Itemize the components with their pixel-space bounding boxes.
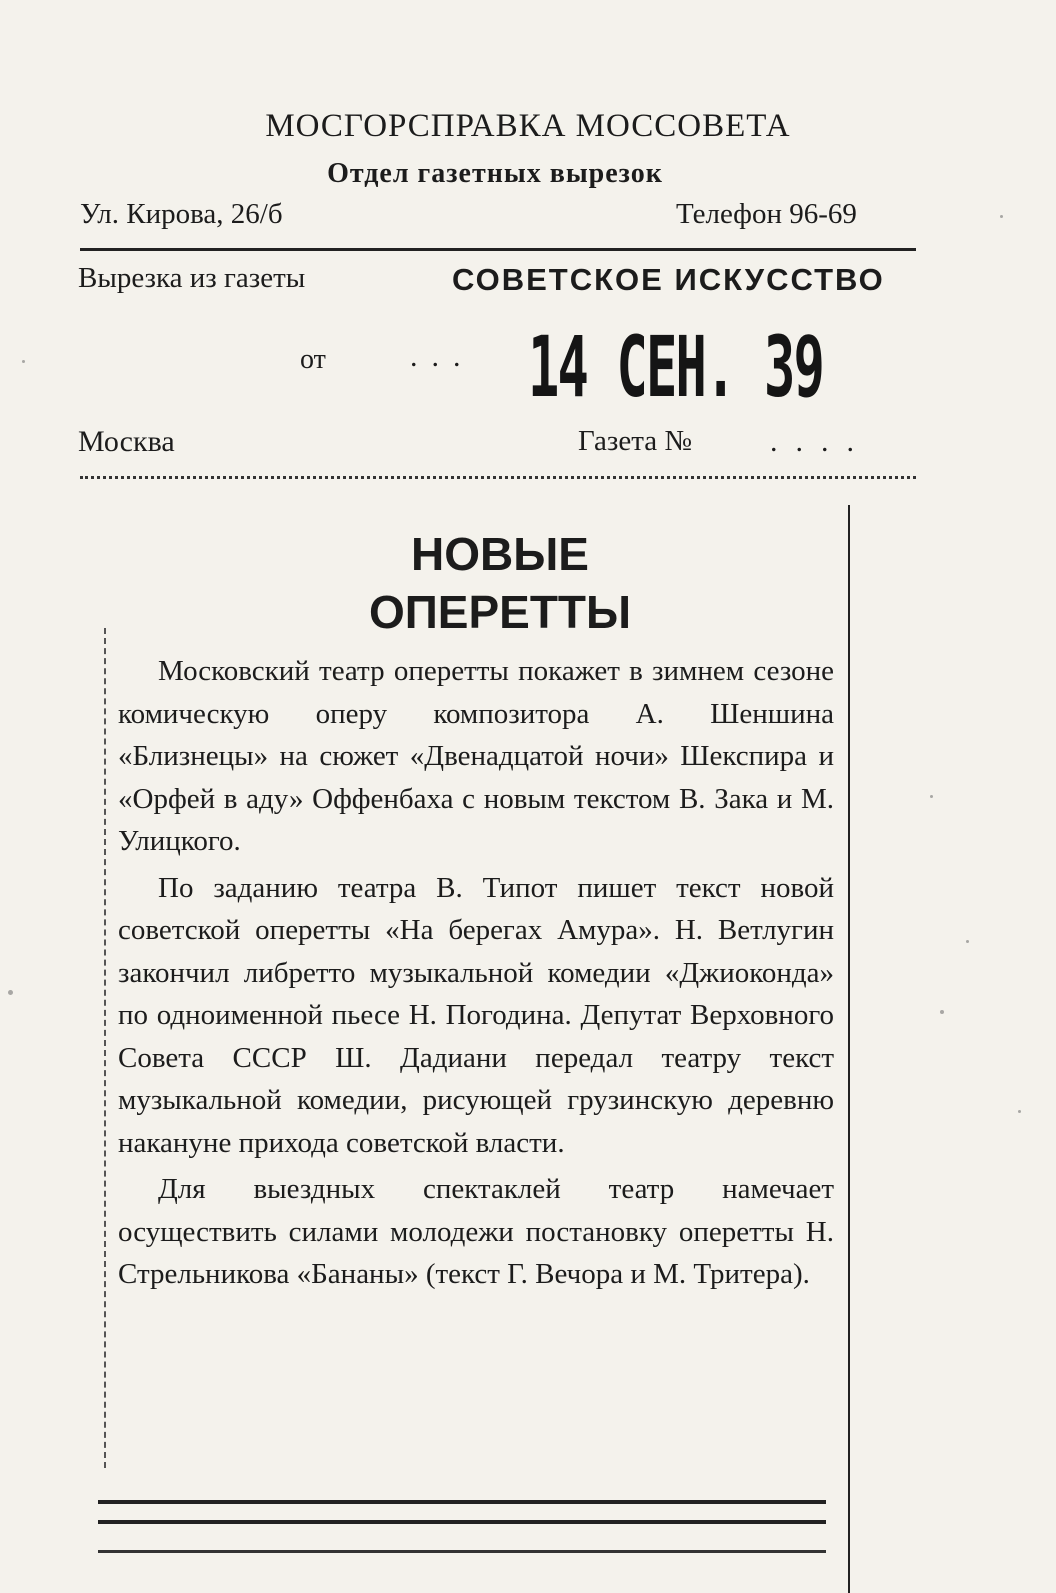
article-end-rule	[98, 1550, 826, 1553]
city-label: Москва	[78, 425, 175, 458]
scan-speck	[22, 360, 25, 363]
article-end-rule	[98, 1520, 826, 1524]
column-rule-left	[104, 628, 106, 1468]
issue-number-label: Газета №	[578, 425, 693, 457]
headline-line-1: НОВЫЕ	[411, 528, 589, 580]
department-title: Отдел газетных вырезок	[327, 158, 663, 189]
header-divider	[80, 248, 916, 251]
scan-speck	[1000, 215, 1003, 218]
newspaper-name: СОВЕТСКОЕ ИСКУССТВО	[452, 262, 885, 297]
article-paragraph: Московский театр оперетты покажет в зимнем сезоне комическую оперу композитора А. Шеншина «Близнецы» на сюжет «Двенадцатой ночи» Шекспира и «Орфей в аду» Оффенбаха с новым текстом В. Зака и М. Улицкого.	[118, 655, 834, 857]
date-leader-dots: ...	[410, 340, 475, 373]
headline-line-2: ОПЕРЕТТЫ	[368, 586, 632, 638]
column-rule-right	[848, 505, 850, 1593]
article-paragraph: По заданию театра В. Типот пишет текст новой советской оперетты «На берегах Амура». Н. Ветлугин закончил либретто музыкальной комедии «Джиоконда» по одноименной пьесе Н. Погодина. Депутат Верховного Совета СССР Ш. Дадиани передал театру текст музыкальной комедии, рисующей грузинскую деревню накануне прихода советской власти.	[118, 871, 834, 1159]
scan-speck	[966, 940, 969, 943]
bureau-phone: Телефон 96-69	[676, 198, 857, 230]
issue-number-dots: ....	[770, 425, 872, 458]
date-from-label: от	[300, 344, 326, 375]
date-stamp: 14 СЕН. 39	[528, 318, 823, 416]
form-divider	[80, 476, 916, 479]
scan-speck	[940, 1010, 944, 1014]
article-end-rule	[98, 1500, 826, 1504]
article-paragraph: Для выездных спектаклей театр намечает осуществить силами молодежи постановку оперетты Н. Стрельникова «Бананы» (текст Г. Вечора и М. Тритера).	[118, 1173, 834, 1290]
article-body	[118, 650, 834, 1300]
bureau-address: Ул. Кирова, 26/б	[80, 198, 283, 230]
bureau-title: МОСГОРСПРАВКА МОССОВЕТА	[265, 108, 791, 144]
scan-speck	[8, 990, 13, 995]
article-headline	[290, 525, 710, 641]
scan-speck	[1018, 1110, 1021, 1113]
clipping-label: Вырезка из газеты	[78, 262, 306, 294]
scan-speck	[930, 795, 933, 798]
